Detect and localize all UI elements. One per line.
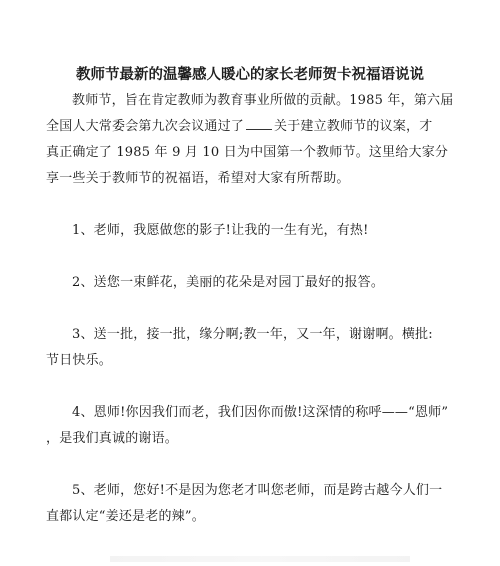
document-title: 教师节最新的温馨感人暖心的家长老师贺卡祝福语说说 (76, 66, 424, 83)
list-item (46, 400, 466, 452)
item-3-line-2: 节日快乐。 (46, 353, 113, 368)
intro-line-2 (46, 114, 466, 140)
intro-paragraph (46, 88, 466, 192)
item-4-line-2: ，是我们真诚的谢语。 (46, 431, 179, 446)
item-3-line-1: 3、送一批，接一批，缘分啊;教一年，又一年，谢谢啊。横批: (72, 327, 433, 342)
intro-line-2-start: 全国人大常委会第九次会议通过了 (46, 119, 245, 134)
intro-line-4: 享一些关于教师节的祝福语，希望对大家有所帮助。 (46, 171, 350, 186)
item-5-line-1: 5、老师，您好!不是因为您老才叫您老师，而是跨古越今人们一 (72, 483, 443, 498)
list-item (46, 218, 466, 244)
intro-line-1: 教师节，旨在肯定教师为教育事业所做的贡献。1985 年，第六届 (72, 93, 454, 108)
intro-line-3: 真正确定了 1985 年 9 月 10 日为中国第一个教师节。这里给大家分 (46, 145, 449, 160)
list-item (46, 322, 466, 374)
list-item (46, 270, 466, 296)
list-item (46, 478, 466, 530)
item-1-line-1: 1、老师，我愿做您的影子!让我的一生有光，有热! (72, 223, 369, 238)
item-2-line-1: 2、送您一束鲜花，美丽的花朵是对园丁最好的报答。 (72, 275, 385, 290)
item-5-line-2: 直都认定“姜还是老的辣”。 (46, 509, 205, 524)
faded-next-line (110, 556, 410, 562)
blank-underline (246, 117, 272, 130)
item-4-line-1: 4、恩师!你因我们而老，我们因你而傲!这深情的称呼——“恩师” (72, 405, 449, 420)
intro-line-2-end: 关于建立教师节的议案，才 (274, 119, 433, 134)
